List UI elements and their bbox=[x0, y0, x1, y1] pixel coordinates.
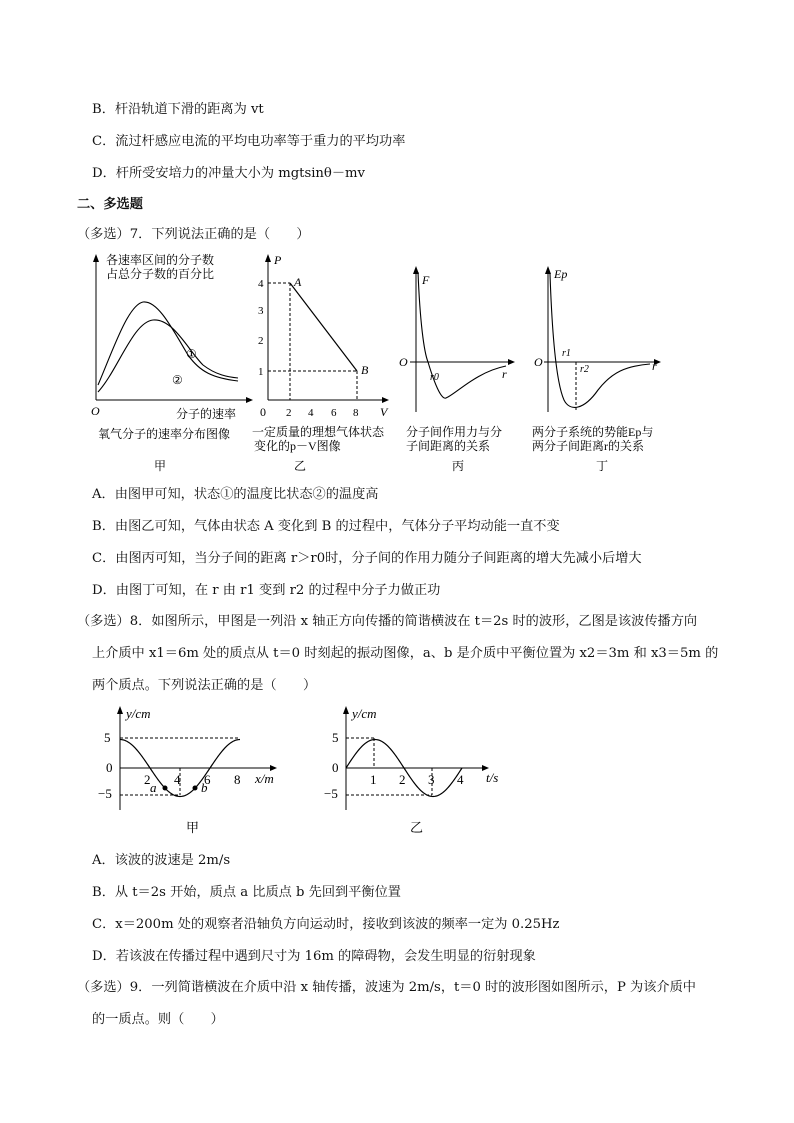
yi8-ylabel: y/cm bbox=[352, 706, 377, 721]
yi-name: 乙 bbox=[294, 459, 307, 473]
jia8-xtick-6: 6 bbox=[204, 772, 211, 787]
ding-ylabel: Ep bbox=[554, 267, 568, 281]
jia-xlabel: 分子的速率 bbox=[176, 407, 237, 421]
yi-ytick-1: 1 bbox=[258, 366, 264, 378]
section-title: 二、多选题 bbox=[77, 197, 143, 212]
yi-point-b: B bbox=[361, 363, 369, 377]
yi8-name: 乙 bbox=[410, 820, 424, 835]
bing-r0: r0 bbox=[430, 372, 439, 383]
jia8-xtick-2: 2 bbox=[144, 772, 151, 787]
q8-option-b: B．从 t＝2s 开始，质点 a 比质点 b 先回到平衡位置 bbox=[92, 885, 401, 900]
yi-xlabel: V bbox=[380, 405, 388, 419]
yi-xtick-4: 4 bbox=[308, 407, 314, 419]
yi-caption-1: 一定质量的理想气体状态 bbox=[252, 425, 385, 439]
jia-name: 甲 bbox=[154, 459, 167, 473]
ding-name: 丁 bbox=[596, 459, 609, 473]
ding-caption-2: 两分子间距离r的关系 bbox=[532, 439, 644, 453]
jia8-name: 甲 bbox=[186, 820, 200, 835]
q8-option-c: C．x＝200m 处的观察者沿轴负方向运动时，接收到该波的频率一定为 0.25Hz bbox=[92, 917, 560, 932]
yi-xtick-2: 2 bbox=[286, 407, 292, 419]
q6-option-c: C．流过杆感应电流的平均电功率等于重力的平均功率 bbox=[92, 134, 406, 149]
ding-caption-1: 两分子系统的势能Ep与 bbox=[532, 425, 654, 439]
jia8-point-b-dot bbox=[193, 786, 198, 791]
jia8-point-b: b bbox=[201, 780, 208, 795]
q9-stem-2: 的一质点。则（ ） bbox=[92, 1012, 224, 1027]
ding-xlabel: r bbox=[652, 359, 657, 373]
q7-option-b: B．由图乙可知，气体由状态 A 变化到 B 的过程中，气体分子平均动能一直不变 bbox=[92, 519, 560, 534]
yi8-xtick-3: 3 bbox=[428, 772, 435, 787]
ding-curve bbox=[550, 274, 650, 407]
q8-stem-3: 两个质点。下列说法正确的是（ ） bbox=[92, 678, 317, 693]
ding-r2: r2 bbox=[580, 364, 589, 375]
bing-caption-1: 分子间作用力与分 bbox=[406, 425, 503, 439]
jia8-xtick-4: 4 bbox=[174, 772, 181, 787]
bing-ylabel: F bbox=[422, 273, 430, 287]
yi-process-line bbox=[290, 283, 357, 371]
q7-figure-bing bbox=[396, 262, 522, 472]
jia8-point-a: a bbox=[150, 780, 157, 795]
yi8-ytick-5: 5 bbox=[332, 730, 339, 745]
q8-stem-2: 上介质中 x1＝6m 处的质点从 t＝0 时刻起的振动图像，a、b 是介质中平衡位置为 x2＝3m 和 x3＝5m 的 bbox=[92, 646, 719, 661]
yi-origin: 0 bbox=[260, 405, 266, 419]
q7-stem: （多选）7．下列说法正确的是（ ） bbox=[77, 227, 310, 242]
q8-option-d: D．若该波在传播过程中遇到尺寸为 16m 的障碍物，会发生明显的衍射现象 bbox=[92, 949, 536, 964]
yi-ytick-2: 2 bbox=[258, 335, 264, 347]
jia-curve-2 bbox=[98, 320, 238, 392]
yi8-xlabel: t/s bbox=[486, 770, 499, 785]
jia-origin: O bbox=[91, 404, 100, 418]
jia-caption: 氧气分子的速率分布图像 bbox=[98, 427, 231, 441]
bing-caption-2: 子间距离的关系 bbox=[406, 439, 491, 453]
jia8-point-a-dot bbox=[163, 786, 168, 791]
q7-option-c: C．由图丙可知，当分子间的距离 r＞r0时，分子间的作用力随分子间距离的增大先减小后增大 bbox=[92, 551, 642, 566]
jia8-ytick-neg5: −5 bbox=[98, 786, 112, 801]
yi8-xtick-1: 1 bbox=[370, 772, 377, 787]
jia8-ylabel: y/cm bbox=[126, 706, 151, 721]
bing-xlabel: r bbox=[502, 367, 507, 381]
jia8-ytick-0: 0 bbox=[106, 760, 113, 775]
ding-origin: O bbox=[534, 355, 543, 369]
yi8-xtick-2: 2 bbox=[399, 772, 406, 787]
q8-option-a: A．该波的波速是 2m/s bbox=[92, 853, 231, 868]
q7-figure-ding bbox=[526, 262, 676, 472]
q7-option-a: A．由图甲可知，状态①的温度比状态②的温度高 bbox=[92, 487, 379, 502]
yi-point-a: A bbox=[294, 275, 302, 289]
jia-ylabel-line1: 各速率区间的分子数 bbox=[106, 253, 215, 267]
q8-figure-jia bbox=[100, 700, 296, 840]
jia-curve2-label: ② bbox=[172, 373, 183, 387]
q6-option-b: B．杆沿轨道下滑的距离为 vt bbox=[92, 102, 264, 117]
q8-figure-yi bbox=[322, 700, 512, 840]
jia-ylabel-line2: 占总分子数的百分比 bbox=[106, 267, 215, 281]
jia-curve1-label: ① bbox=[186, 347, 197, 361]
yi8-ytick-neg5: −5 bbox=[324, 786, 338, 801]
jia8-xtick-8: 8 bbox=[234, 772, 241, 787]
bing-name: 丙 bbox=[452, 459, 465, 473]
yi-ytick-3: 3 bbox=[258, 305, 264, 317]
jia8-ytick-5: 5 bbox=[104, 730, 111, 745]
q7-option-d: D．由图丁可知，在 r 由 r1 变到 r2 的过程中分子力做正功 bbox=[92, 583, 441, 598]
yi8-ytick-0: 0 bbox=[332, 760, 339, 775]
yi8-xtick-4: 4 bbox=[457, 772, 464, 787]
q6-option-d: D．杆所受安培力的冲量大小为 mgtsinθ－mv bbox=[92, 166, 366, 181]
jia8-xlabel: x/m bbox=[255, 771, 274, 786]
yi-ytick-4: 4 bbox=[258, 278, 264, 290]
q7-figure-yi bbox=[252, 250, 402, 472]
yi-caption-2: 变化的p－V图像 bbox=[254, 439, 341, 453]
ding-r1: r1 bbox=[562, 348, 571, 359]
yi-ylabel: P bbox=[274, 253, 282, 267]
q9-stem-1: （多选）9．一列简谐横波在介质中沿 x 轴传播，波速为 2m/s，t＝0 时的波形图如图所示，P 为该介质中 bbox=[77, 980, 696, 995]
yi-xtick-6: 6 bbox=[331, 407, 337, 419]
yi-xtick-8: 8 bbox=[353, 407, 359, 419]
q8-stem-1: （多选）8．如图所示，甲图是一列沿 x 轴正方向传播的简谐横波在 t＝2s 时的波形，乙图是该波传播方向 bbox=[77, 614, 698, 629]
bing-origin: O bbox=[399, 355, 408, 369]
q7-figure-jia bbox=[88, 250, 258, 472]
